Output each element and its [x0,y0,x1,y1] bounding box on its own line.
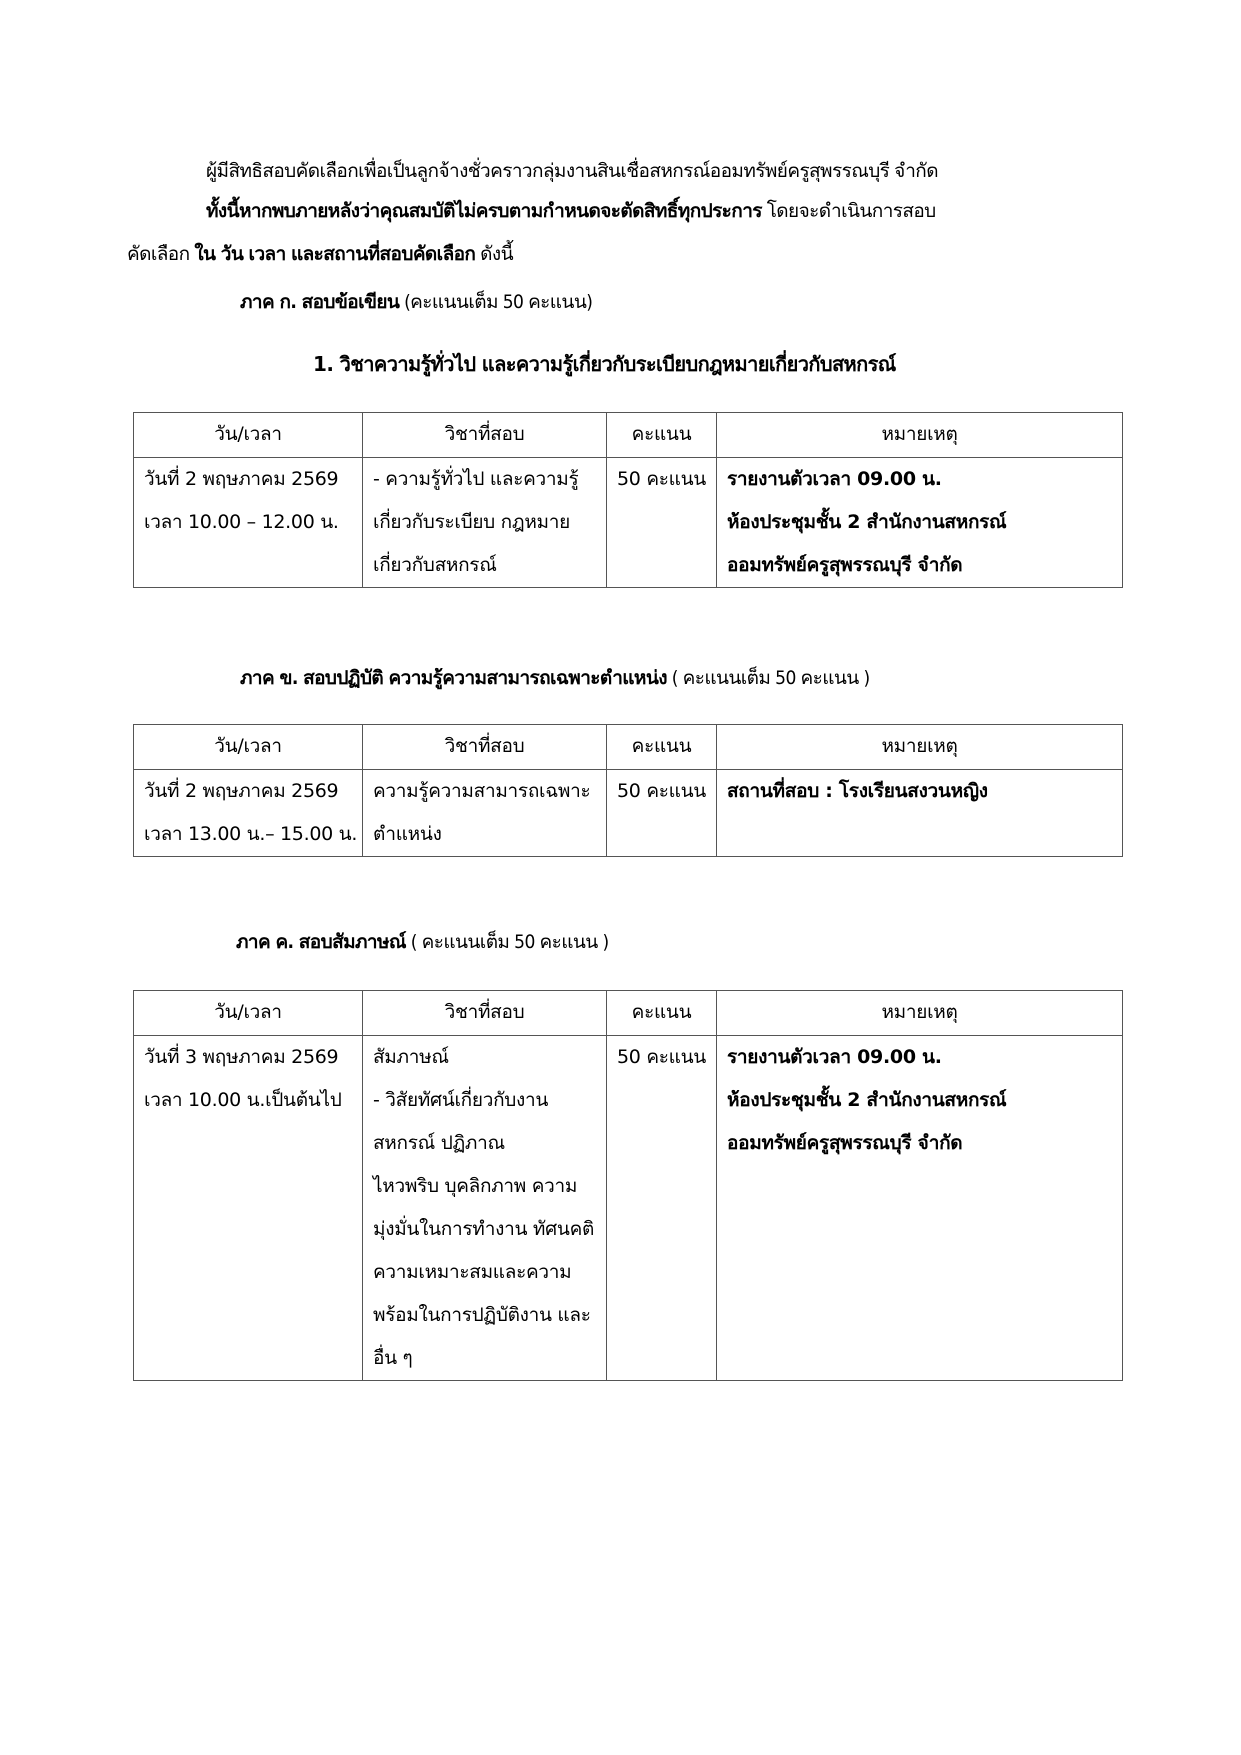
cell-score [607,1036,717,1381]
part-c-table [133,990,1123,1381]
table-header-row [134,413,1123,458]
remark-line: ออมทรัพย์ครูสุพรรณบุรี จำกัด [727,554,963,576]
subject-line: ตำแหน่ง [373,823,442,845]
cell-score [607,770,717,857]
table-row [134,770,1123,857]
cell-remark [717,458,1123,588]
score-text: 50 คะแนน [617,780,706,802]
cell-datetime [134,458,363,588]
subject-line: ความรู้ความสามารถเฉพาะ [373,780,591,802]
subject-line: มุ่งมั่นในการทำงาน ทัศนคติ [373,1218,595,1240]
cell-subject [363,770,607,857]
intro-line-3-start: คัดเลือก [127,243,195,265]
intro-warning-bold: ทั้งนี้หากพบภายหลังว่าคุณสมบัติไม่ครบตามกำหนดจะตัดสิทธิ์ทุกประการ [206,200,762,222]
remark-line: สถานที่สอบ : โรงเรียนสงวนหญิง [727,780,988,802]
subject-line: สหกรณ์ ปฏิภาณ [373,1132,505,1154]
part-c-heading [236,929,609,955]
intro-line-3 [127,241,513,267]
intro-schedule-bold: ใน วัน เวลา และสถานที่สอบคัดเลือก [194,243,476,265]
time-text: เวลา 13.00 น.– 15.00 น. [144,823,358,845]
time-text: เวลา 10.00 น.เป็นต้นไป [144,1089,342,1111]
date-text: วันที่ 2 พฤษภาคม 2569 [144,468,339,490]
table-row [134,1036,1123,1381]
table-row [134,458,1123,588]
header-score: คะแนน [607,725,717,770]
header-remark: หมายเหตุ [717,991,1123,1036]
subject-line: อื่น ๆ [373,1347,413,1369]
remark-line: รายงานตัวเวลา 09.00 น. [727,468,942,490]
subject-line: สัมภาษณ์ [373,1046,449,1068]
score-text: 50 คะแนน [617,1046,706,1068]
cell-datetime [134,1036,363,1381]
part-b-table [133,724,1123,857]
remark-line: ห้องประชุมชั้น 2 สำนักงานสหกรณ์ [727,1089,1007,1111]
part-a-table [133,412,1123,588]
part-b-full-score: ( คะแนนเต็ม 50 คะแนน ) [666,667,870,689]
header-subject: วิชาที่สอบ [363,413,607,458]
part-c-title: ภาค ค. สอบสัมภาษณ์ [236,931,406,953]
intro-line-1: ผู้มีสิทธิสอบคัดเลือกเพื่อเป็นลูกจ้างชั่วคราวกลุ่มงานสินเชื่อสหกรณ์ออมทรัพย์ครูสุพรรณบุรี จำกัด [206,160,938,182]
header-subject: วิชาที่สอบ [363,725,607,770]
header-datetime: วัน/เวลา [134,991,363,1036]
part-c-full-score: ( คะแนนเต็ม 50 คะแนน ) [405,931,609,953]
cell-remark [717,770,1123,857]
part-a-heading [240,289,592,315]
subject-line: เกี่ยวกับระเบียบ กฎหมาย [373,511,570,533]
header-subject: วิชาที่สอบ [363,991,607,1036]
cell-subject [363,1036,607,1381]
intro-line-2 [206,198,936,224]
cell-remark [717,1036,1123,1381]
part-a-full-score: (คะแนนเต็ม 50 คะแนน) [399,291,593,313]
header-datetime: วัน/เวลา [134,413,363,458]
cell-score [607,458,717,588]
subject-line: ไหวพริบ บุคลิกภาพ ความ [373,1175,578,1197]
cell-datetime [134,770,363,857]
header-remark: หมายเหตุ [717,725,1123,770]
remark-line: ห้องประชุมชั้น 2 สำนักงานสหกรณ์ [727,511,1007,533]
header-datetime: วัน/เวลา [134,725,363,770]
intro-line-2-rest: โดยจะดำเนินการสอบ [761,200,936,222]
cell-subject [363,458,607,588]
intro-line-3-end: ดังนี้ [475,243,513,265]
header-score: คะแนน [607,413,717,458]
subject-line: ความเหมาะสมและความ [373,1261,572,1283]
date-text: วันที่ 3 พฤษภาคม 2569 [144,1046,339,1068]
header-remark: หมายเหตุ [717,413,1123,458]
subject-line: เกี่ยวกับสหกรณ์ [373,554,497,576]
header-score: คะแนน [607,991,717,1036]
remark-line: ออมทรัพย์ครูสุพรรณบุรี จำกัด [727,1132,963,1154]
table-header-row [134,991,1123,1036]
score-text: 50 คะแนน [617,468,706,490]
part-a-title: ภาค ก. สอบข้อเขียน [240,291,400,313]
part-b-heading [240,665,870,691]
date-text: วันที่ 2 พฤษภาคม 2569 [144,780,339,802]
part-a-subject-title: 1. วิชาความรู้ทั่วไป และความรู้เกี่ยวกับระเบียบกฎหมายเกี่ยวกับสหกรณ์ [313,352,896,376]
remark-line: รายงานตัวเวลา 09.00 น. [727,1046,942,1068]
part-b-title: ภาค ข. สอบปฏิบัติ ความรู้ความสามารถเฉพาะตำแหน่ง [240,667,667,689]
subject-line: - วิสัยทัศน์เกี่ยวกับงาน [373,1089,549,1111]
subject-line: - ความรู้ทั่วไป และความรู้ [373,468,579,490]
subject-line: พร้อมในการปฏิบัติงาน และ [373,1304,591,1326]
table-header-row [134,725,1123,770]
time-text: เวลา 10.00 – 12.00 น. [144,511,339,533]
